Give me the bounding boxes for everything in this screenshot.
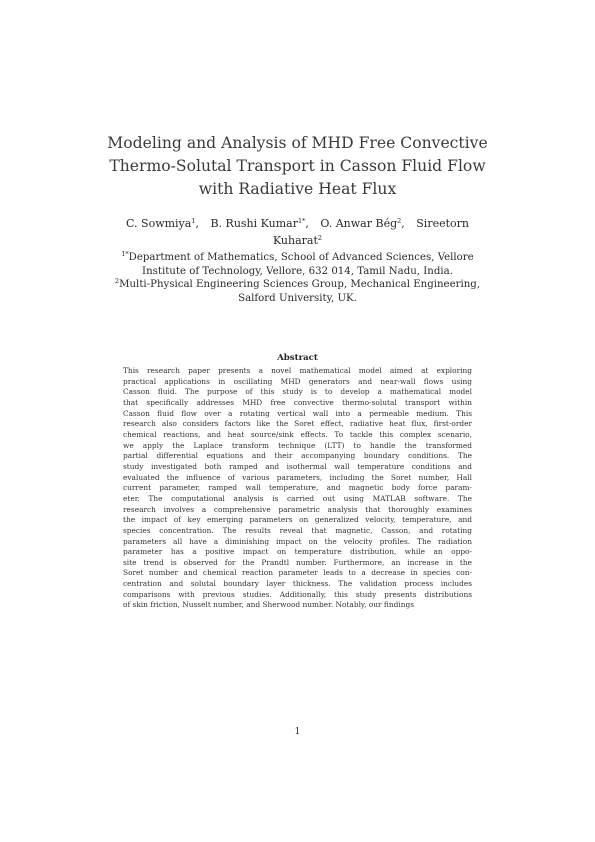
abstract-line: species concentration. The results reveal that magnetic, Casson, and rotating: [123, 525, 472, 535]
affiliation-1-line-2: Institute of Technology, Vellore, 632 014, Tamil Nadu, India.: [142, 265, 453, 277]
abstract-line: Soret number and chemical reaction parameter leads to a decrease in species con-: [123, 568, 472, 578]
abstract-line: study investigated both ramped and isothermal wall temperature conditions and: [123, 461, 472, 471]
author-affil-mark: 2: [397, 217, 402, 225]
affiliation-mark: 1*: [121, 250, 129, 258]
abstract-line: of skin friction, Nusselt number, and Sherwood number. Notably, our findings: [123, 600, 414, 610]
abstract-line: the impact of key emerging parameters on generalized velocity, temperature, and: [123, 515, 472, 525]
author-affil-mark: 1*: [297, 217, 306, 225]
abstract-line: eter. The computational analysis is carried out using MATLAB software. The: [123, 493, 472, 503]
affiliation-1-line-1: [110, 251, 485, 265]
abstract-heading: Abstract: [277, 353, 318, 363]
abstract-line: parameters all have a diminishing impact on the velocity profiles. The radiation: [123, 536, 472, 546]
affiliation-2-line-1: [110, 278, 485, 292]
abstract-line: centration and solutal boundary layer thickness. The validation process includes: [123, 579, 472, 589]
author-name-part: Kuharat: [272, 234, 318, 247]
paper-title: [90, 132, 505, 201]
abstract-line: parameter has a positive impact on temperature distribution, while an oppo-: [123, 547, 472, 557]
author-row-2: [110, 232, 485, 249]
abstract-line: This research paper presents a novel mathematical model aimed at exploring: [123, 366, 472, 375]
affiliation-mark: 2: [114, 277, 120, 285]
author-name: C. Sowmiya: [126, 217, 192, 230]
author-affil-mark: 2: [317, 234, 323, 242]
abstract-line: practical applications in oscillating MHD generators and near-wall flows using: [123, 376, 472, 386]
author-name: O. Anwar Bég: [320, 217, 398, 230]
author-row-1: C. Sowmiya$^1$, B. Rushi Kumar$^{1*}$, O. Anwar Bég$^2$, Sireetorn: [126, 217, 469, 230]
affiliation-list: [110, 251, 485, 305]
author-name: B. Rushi Kumar: [210, 217, 298, 230]
title-line-2: Thermo-Solutal Transport in Casson Fluid Flow: [109, 157, 486, 175]
abstract-line: research involves a comprehensive parametric analysis that thoroughly examines: [123, 504, 472, 514]
abstract-line: chemical reactions, and heat source/sink effects. To tackle this complex scenario,: [123, 429, 472, 439]
abstract-line: site trend is observed for the Prandtl number. Furthermore, an increase in the: [123, 557, 472, 567]
abstract-line: current parameter, ramped wall temperature, and magnetic body force param-: [123, 483, 472, 493]
abstract-line: that specifically addresses MHD free convective thermo-solutal transport within: [123, 397, 472, 407]
abstract-line: we apply the Laplace transform technique (LTT) to handle the transformed: [123, 440, 472, 450]
author-affil-mark: 1: [191, 217, 196, 225]
title-line-3: with Radiative Heat Flux: [198, 180, 397, 198]
page-number: 1: [294, 727, 301, 737]
abstract-line: comparisons with previous studies. Additionally, this study presents distributions: [123, 589, 472, 599]
abstract-line: research also considers factors like the Soret effect, radiative heat flux, first-order: [123, 419, 472, 429]
author-list: [110, 215, 485, 249]
affiliation-2-line-2: Salford University, UK.: [238, 292, 357, 304]
abstract-line: Casson fluid flow over a rotating vertical wall into a permeable medium. This: [123, 408, 472, 418]
abstract-body: [123, 366, 472, 611]
abstract-line: evaluated the influence of various parameters, including the Soret number, Hall: [123, 472, 472, 482]
abstract-line: partial differential equations and their accompanying boundary conditions. The: [123, 451, 472, 461]
abstract-line: Casson fluid. The purpose of this study is to develop a mathematical model: [123, 387, 472, 397]
author-name-part: Sireetorn: [416, 217, 469, 230]
affiliation-text: Multi-Physical Engineering Sciences Group, Mechanical Engineering,: [119, 279, 481, 290]
title-line-1: Modeling and Analysis of MHD Free Convective: [107, 134, 488, 152]
affiliation-text: Department of Mathematics, School of Advanced Sciences, Vellore: [128, 252, 474, 263]
